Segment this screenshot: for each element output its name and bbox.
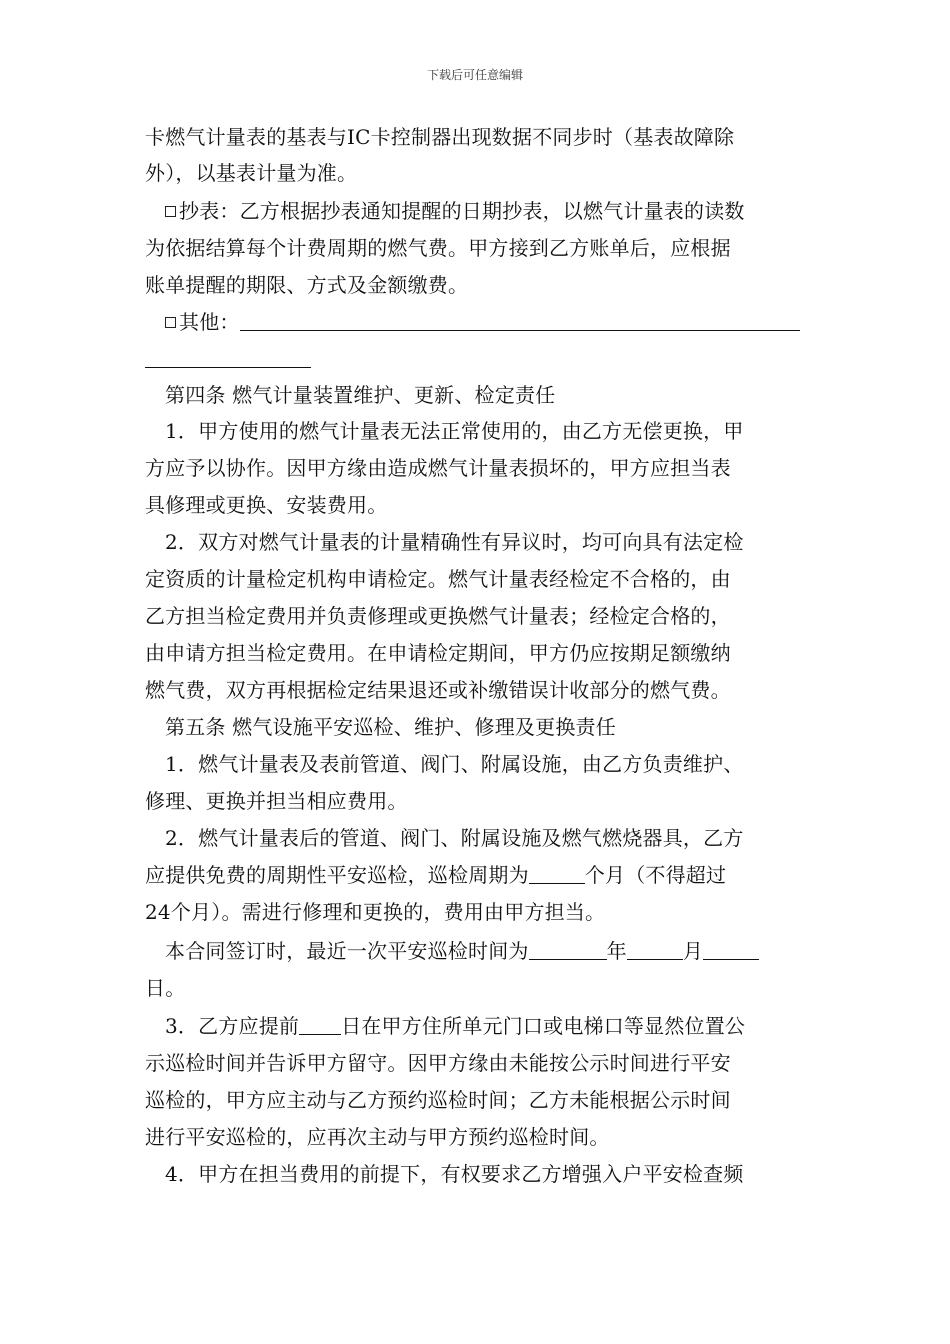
text-segment: 应提供免费的周期性平安巡检，巡检周期为 (145, 863, 529, 887)
paragraph-line: 账单提醒的期限、方式及金额缴费。 (145, 273, 469, 297)
paragraph-line: 由申请方担当检定费用。在申请检定期间，甲方仍应按期足额缴纳 (145, 641, 731, 665)
blank-line (703, 939, 759, 960)
blank-line (529, 939, 607, 960)
blank-line (145, 347, 311, 368)
paragraph-line: 定资质的计量检定机构申请检定。燃气计量表经检定不合格的，由 (145, 567, 731, 591)
blank-line (299, 1014, 341, 1035)
blank-line (240, 310, 800, 331)
paragraph-line: 日。 (145, 976, 186, 1000)
text-segment: 月 (682, 939, 704, 963)
article-heading: 第五条 燃气设施平安巡检、维护、修理及更换责任 (165, 715, 616, 739)
checkbox-icon (165, 206, 176, 217)
text-segment: 年 (606, 939, 627, 963)
text-segment: 个月（不得超过 (584, 863, 727, 887)
option-meter-reading (165, 193, 845, 229)
blank-line (529, 863, 585, 884)
text-segment: 日在甲方住所单元门口或电梯口等显然位置公 (341, 1014, 746, 1038)
paragraph-line: 24个月）。需进行修理和更换的，费用由甲方担当。 (145, 900, 606, 924)
paragraph-line (145, 857, 825, 893)
paragraph-line: 为依据结算每个计费周期的燃气费。甲方接到乙方账单后，应根据 (145, 236, 731, 260)
paragraph-line: 燃气费，双方再根据检定结果退还或补缴错误计收部分的燃气费。 (145, 678, 731, 702)
option-text: 抄表：乙方根据抄表通知提醒的日期抄表，以燃气计量表的读数 (179, 199, 745, 223)
paragraph-line: 方应予以协作。因甲方缘由造成燃气计量表损坏的，甲方应担当表 (145, 456, 731, 480)
paragraph-line: 4．甲方在担当费用的前提下，有权要求乙方增强入户平安检查频 (165, 1162, 744, 1186)
paragraph-line: 具修理或更换、安装费用。 (145, 493, 388, 517)
paragraph-line: 进行平安巡检的，应再次主动与甲方预约巡检时间。 (145, 1125, 610, 1149)
paragraph-line: 巡检的，甲方应主动与乙方预约巡检时间；乙方未能根据公示时间 (145, 1088, 731, 1112)
paragraph-line: 卡燃气计量表的基表与IC卡控制器出现数据不同步时（基表故障除 (145, 125, 735, 149)
checkbox-icon (165, 317, 176, 328)
text-segment: 本合同签订时，最近一次平安巡检时间为 (165, 939, 529, 963)
paragraph-line: 2．燃气计量表后的管道、阀门、附属设施及燃气燃烧器具，乙方 (165, 826, 744, 850)
paragraph-line: 1．甲方使用的燃气计量表无法正常使用的，由乙方无偿更换，甲 (165, 419, 744, 443)
paragraph-line: 外），以基表计量为准。 (145, 161, 358, 185)
paragraph-line: 2．双方对燃气计量表的计量精确性有异议时，均可向具有法定检 (165, 530, 744, 554)
text-segment: 3．乙方应提前 (165, 1014, 300, 1038)
paragraph-line: 示巡检时间并告诉甲方留守。因甲方缘由未能按公示时间进行平安 (145, 1051, 731, 1075)
paragraph-line (165, 933, 845, 969)
paragraph-line (165, 1008, 845, 1044)
paragraph-line: 修理、更换并担当相应费用。 (145, 789, 408, 813)
article-heading: 第四条 燃气计量装置维护、更新、检定责任 (165, 383, 556, 407)
paragraph-line: 乙方担当检定费用并负责修理或更换燃气计量表；经检定合格的， (145, 604, 731, 628)
paragraph-line: 1．燃气计量表及表前管道、阀门、附属设施，由乙方负责维护、 (165, 752, 744, 776)
blank-line-continued (145, 341, 825, 377)
blank-line (627, 939, 683, 960)
option-text: 其他： (179, 310, 240, 334)
page-header: 下载后可任意编辑 (426, 68, 523, 82)
option-other (165, 304, 845, 340)
